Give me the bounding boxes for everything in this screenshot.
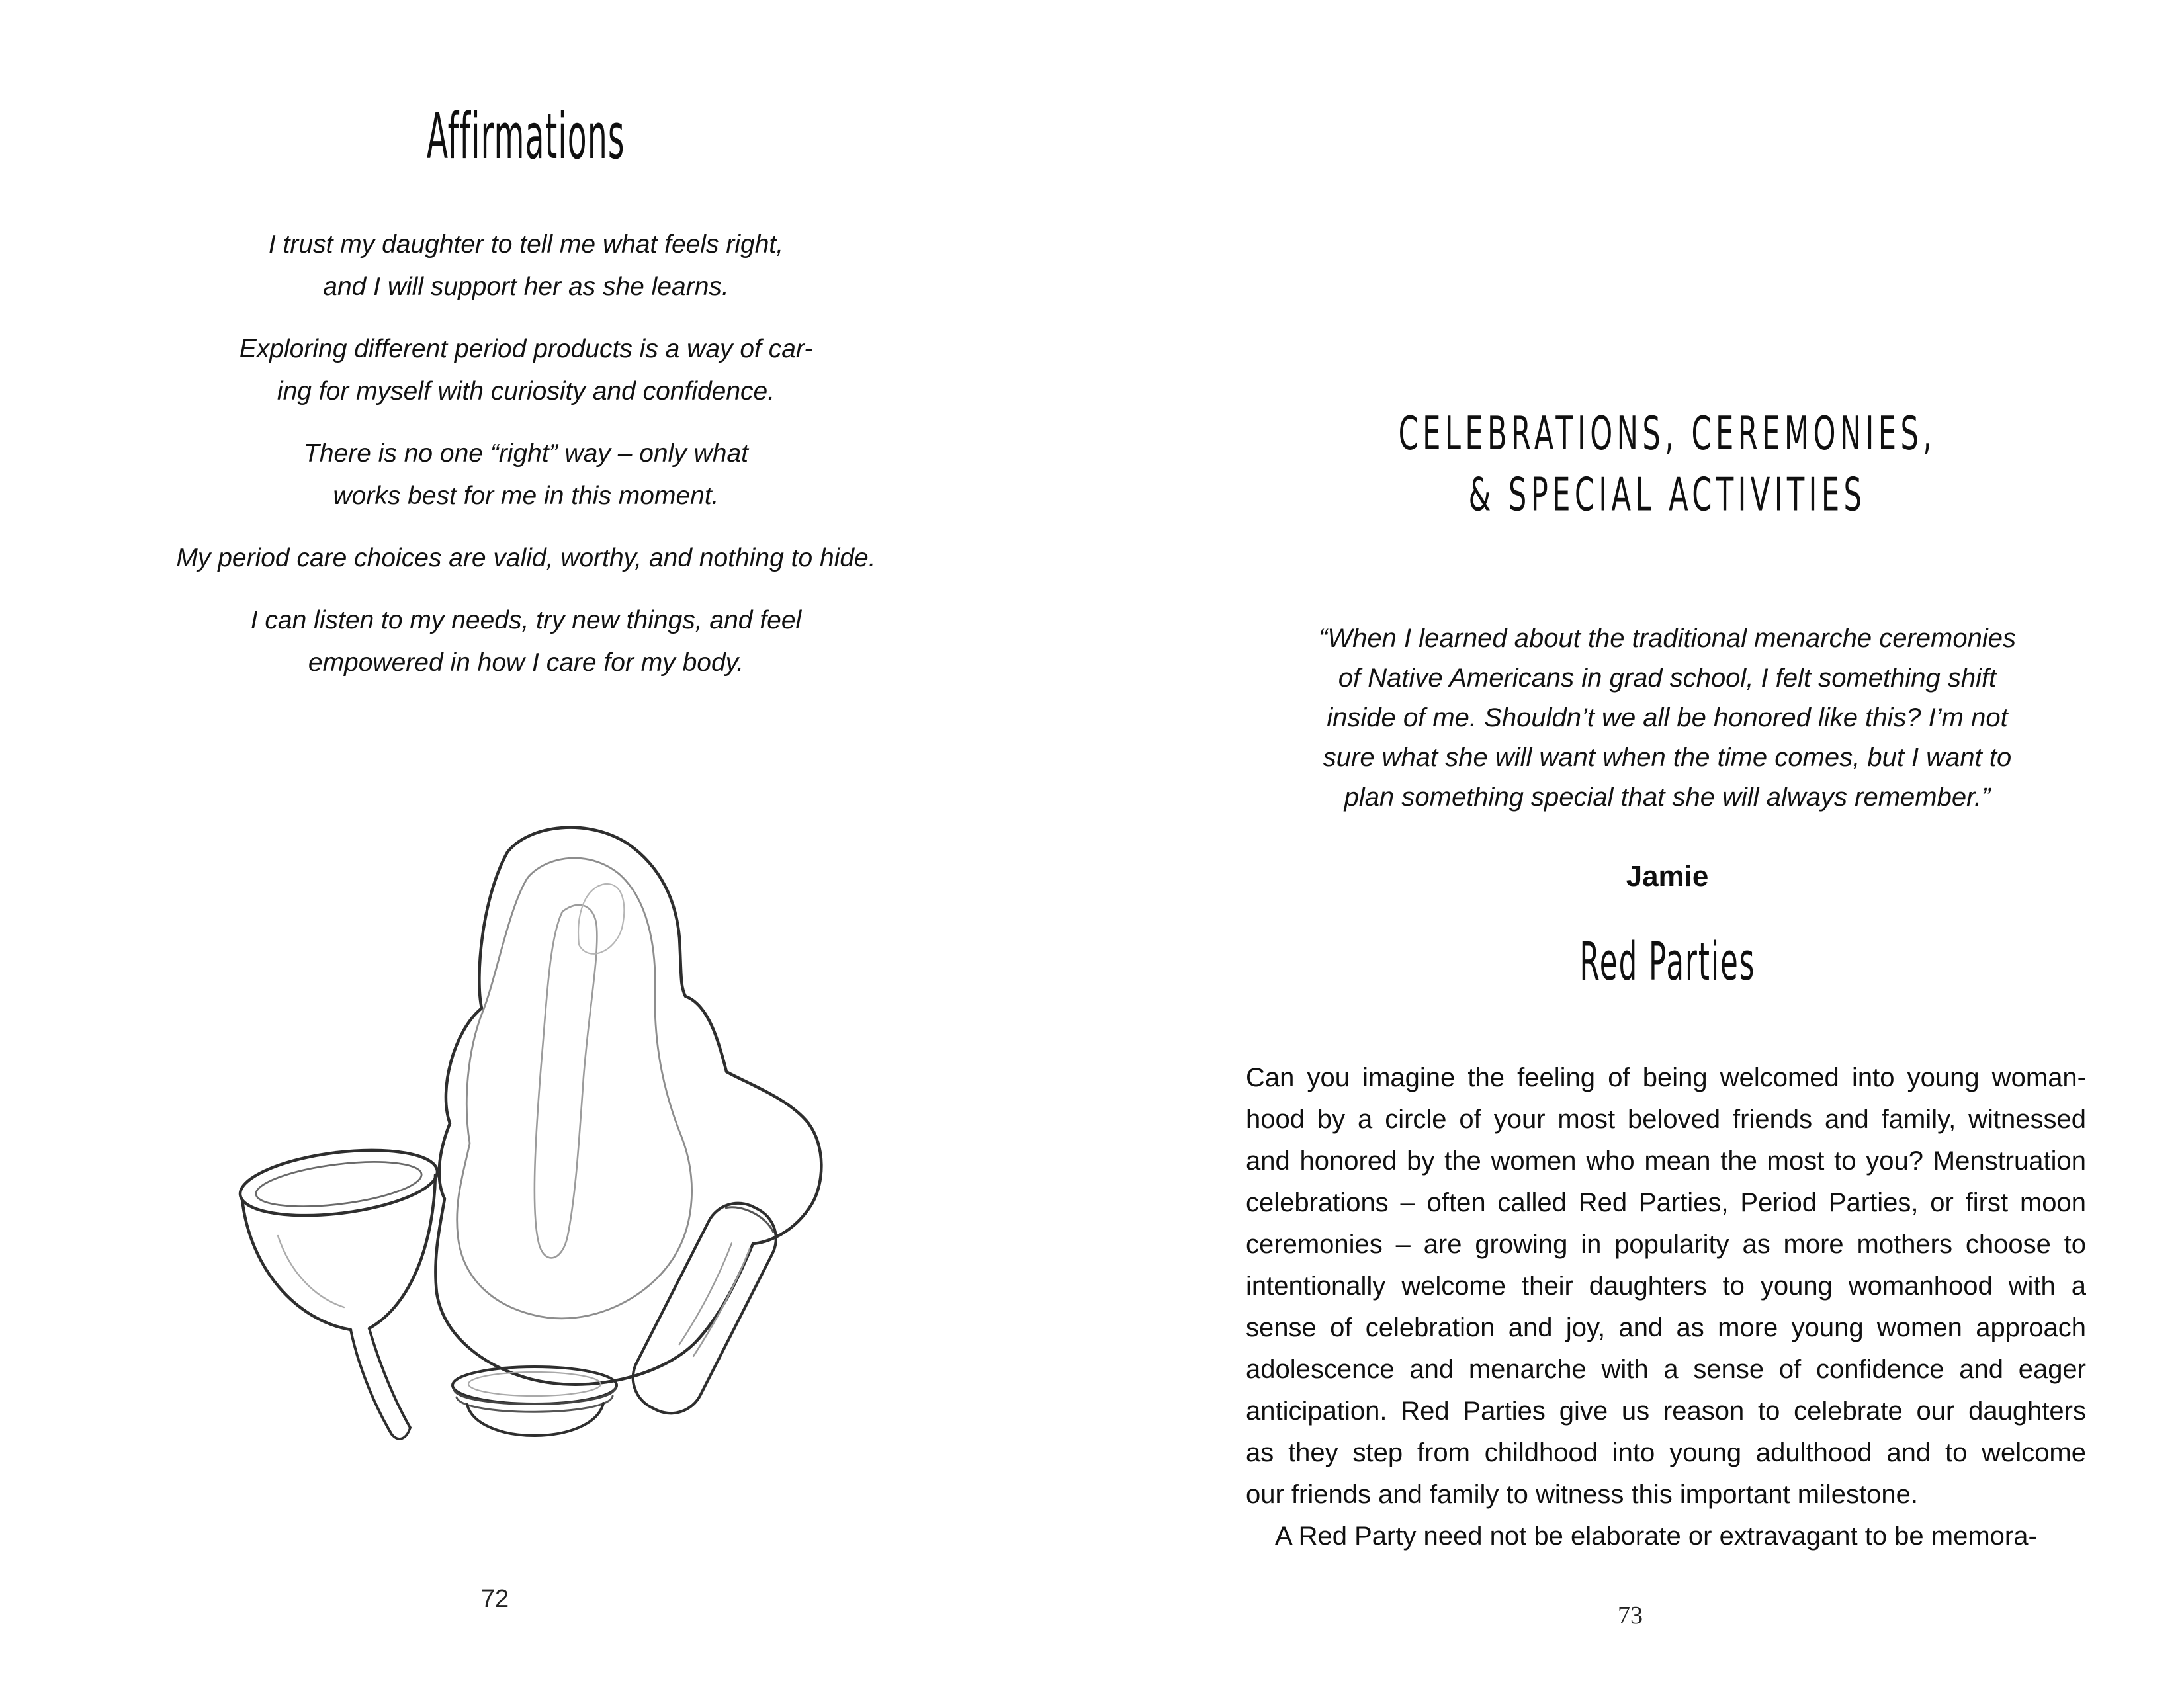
affirmation-line: I can listen to my needs, try new things, and feel [250,606,802,634]
body-paragraph [1246,1057,2086,1557]
quote-line: sure what she will want when the time comes, but I want to [1323,743,2012,772]
quote-line: inside of me. Shouldn’t we all be honored like this? I’m not [1327,703,2008,732]
body-line: sense of celebration and joy, and as more young women approach [1246,1313,2086,1342]
affirmation-line: ing for myself with curiosity and confidence. [277,377,775,406]
body-line: hood by a circle of your most beloved friends and family, witnessed [1246,1105,2086,1134]
chapter-title-line: CELEBRATIONS, CEREMONIES, [1398,407,1937,460]
body-line: adolescence and menarche with a sense of confidence and eager [1246,1355,2086,1384]
left-page-heading-wrap [195,99,857,173]
affirmation-line: There is no one “right” way – only what [304,439,748,468]
body-line: and honored by the women who mean the most to you? Menstruation [1246,1146,2086,1176]
chapter-title [1399,404,1937,525]
page-number-left: 72 [480,1585,509,1613]
quote-attribution: Jamie [1626,860,1709,892]
affirmation-line: and I will support her as she learns. [323,273,729,301]
right-page-heading-wrap [1244,404,2091,521]
menstrual-pad-drawing [435,828,821,1385]
affirmation-paragraph [83,599,969,684]
body-line: as they step from childhood into young adulthood and to welcome [1246,1438,2086,1467]
affirmation-paragraph [83,433,969,517]
body-line: our friends and family to witness this important milestone. [1246,1480,1918,1509]
body-line: intentionally welcome their daughters to young womanhood with a [1246,1272,2086,1301]
affirmation-paragraph [83,537,969,580]
body-line: anticipation. Red Parties give us reason to celebrate our daughters [1246,1397,2086,1426]
quote-line: of Native Americans in grad school, I felt something shift [1338,664,1997,693]
tampon-tube-drawing [622,1191,788,1424]
body-line: celebrations – often called Red Parties, Period Parties, or first moon [1246,1188,2086,1217]
affirmations-list [83,224,969,704]
quote-line: plan something special that she will always remember.” [1344,783,1991,812]
chapter-title-line: & SPECIAL ACTIVITIES [1468,468,1866,521]
testimonial-quote [1244,619,2091,817]
menstrual-disc-drawing [453,1367,617,1436]
page-number-right: 73 [1618,1602,1643,1629]
body-line: ceremonies – are growing in popularity as more mothers choose to [1246,1230,2086,1259]
affirmation-line: works best for me in this moment. [333,482,719,510]
section-subheading-wrap [1244,931,2091,993]
affirmation-line: empowered in how I care for my body. [308,648,744,677]
quote-line: “When I learned about the traditional menarche ceremonies [1319,624,2016,653]
affirmation-paragraph [83,328,969,413]
affirmation-line: My period care choices are valid, worthy, and nothing to hide. [176,544,876,572]
menstrual-cup-drawing [237,1141,441,1439]
affirmation-line: Exploring different period products is a way of car- [239,335,813,363]
period-products-illustration [218,812,853,1461]
page-title: Affirmations [427,99,625,173]
body-line: Can you imagine the feeling of being welcomed into young woman- [1246,1063,2086,1092]
body-line: A Red Party need not be elaborate or extravagant to be memora- [1275,1522,2037,1551]
affirmation-line: I trust my daughter to tell me what feels right, [268,230,784,259]
affirmation-paragraph [83,224,969,308]
section-subheading: Red Parties [1579,931,1755,993]
